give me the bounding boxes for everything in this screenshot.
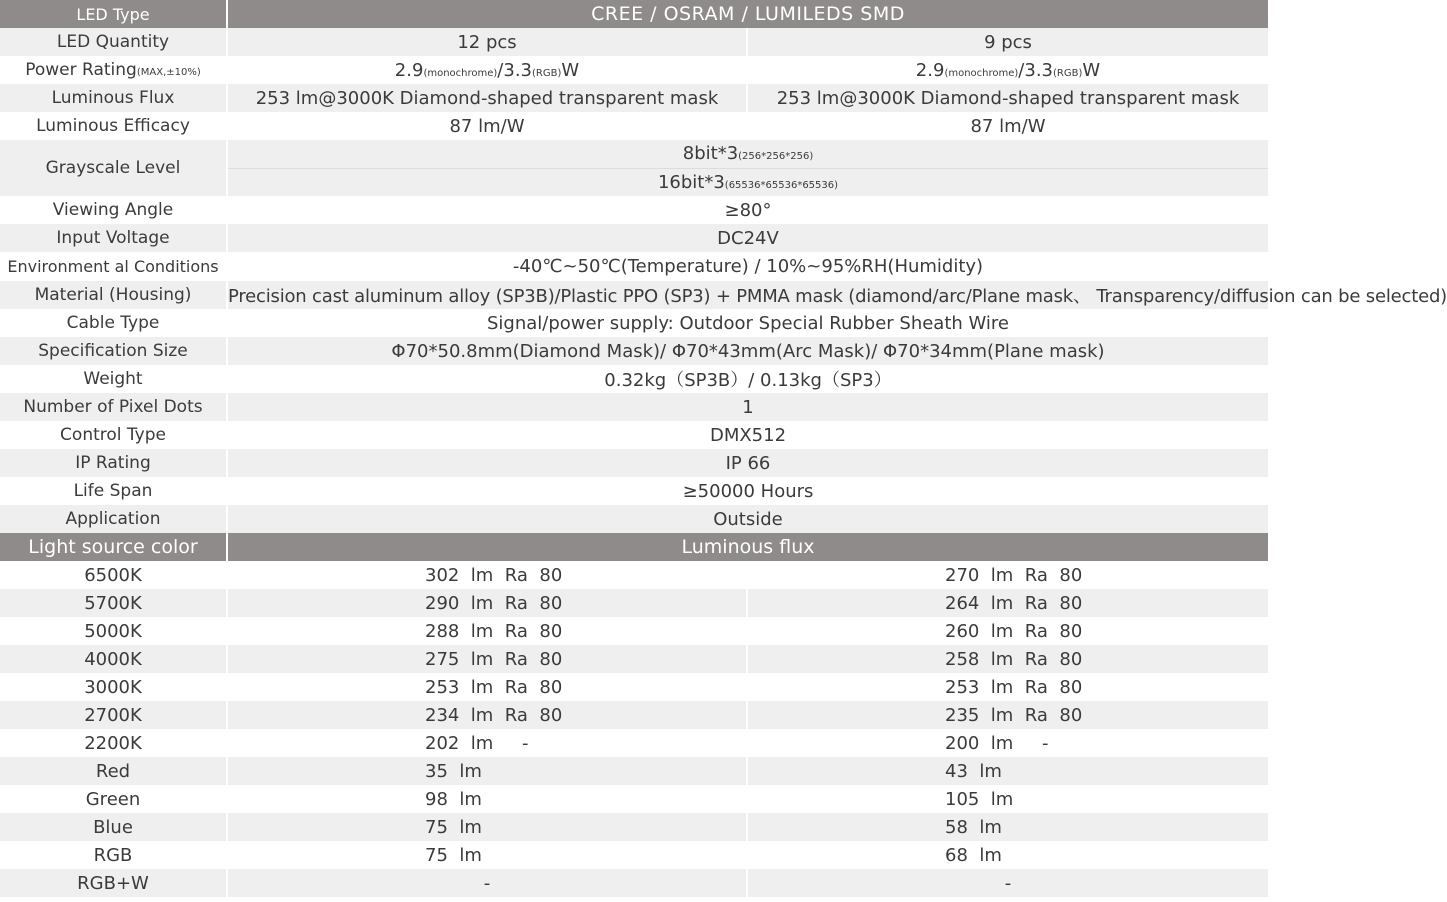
led-quantity-col1: 12 pcs bbox=[228, 28, 746, 56]
flux-row-col1: 234 lm Ra 80 bbox=[228, 701, 746, 729]
row-power-rating bbox=[0, 56, 1268, 84]
application-value: Outside bbox=[228, 505, 1268, 533]
led-quantity-label: LED Quantity bbox=[0, 28, 226, 56]
row-ip-rating bbox=[0, 449, 1268, 477]
flux-row bbox=[0, 869, 1268, 897]
led-type-value: CREE / OSRAM / LUMILEDS SMD bbox=[228, 0, 1268, 28]
row-luminous-efficacy bbox=[0, 112, 1268, 140]
flux-row-color: 4000K bbox=[0, 645, 226, 673]
flux-row-col2: 264 lm Ra 80 bbox=[748, 589, 1268, 617]
row-luminous-flux bbox=[0, 84, 1268, 112]
flux-row-col1: 302 lm Ra 80 bbox=[228, 561, 746, 589]
pixel-dots-label: Number of Pixel Dots bbox=[0, 393, 226, 421]
grayscale-16bit: 16bit*3(65536*65536*65536) bbox=[228, 168, 1268, 196]
row-material bbox=[0, 281, 1268, 309]
luminous-efficacy-col1: 87 lm/W bbox=[228, 112, 746, 140]
flux-row-color: 2700K bbox=[0, 701, 226, 729]
flux-row-color: 5700K bbox=[0, 589, 226, 617]
flux-row-col2: 270 lm Ra 80 bbox=[748, 561, 1268, 589]
control-type-label: Control Type bbox=[0, 421, 226, 449]
row-life-span bbox=[0, 477, 1268, 505]
flux-row-color: Blue bbox=[0, 813, 226, 841]
input-voltage-label: Input Voltage bbox=[0, 224, 226, 252]
luminous-flux-col1: 253 lm@3000K Diamond-shaped transparent mask bbox=[228, 84, 746, 112]
life-span-label: Life Span bbox=[0, 477, 226, 505]
flux-table bbox=[0, 561, 1268, 897]
flux-row-col1: 35 lm bbox=[228, 757, 746, 785]
flux-row-col2: 260 lm Ra 80 bbox=[748, 617, 1268, 645]
led-type-label: LED Type bbox=[0, 0, 226, 28]
flux-row-col1: 202 lm - bbox=[228, 729, 746, 757]
row-cable-type bbox=[0, 309, 1268, 337]
flux-row bbox=[0, 617, 1268, 645]
environment-label: Environment al Conditions bbox=[0, 252, 226, 281]
power-rating-col2: 2.9(monochrome)/3.3(RGB)W bbox=[748, 56, 1268, 84]
row-led-quantity bbox=[0, 28, 1268, 56]
row-grayscale-1 bbox=[0, 140, 1268, 168]
row-environment bbox=[0, 252, 1268, 281]
row-led-type bbox=[0, 0, 1268, 28]
flux-row-col2: 43 lm bbox=[748, 757, 1268, 785]
grayscale-8bit: 8bit*3(256*256*256) bbox=[228, 140, 1268, 168]
spec-size-label: Specification Size bbox=[0, 337, 226, 365]
luminous-flux-label: Luminous Flux bbox=[0, 84, 226, 112]
flux-row-col1: 75 lm bbox=[228, 841, 746, 869]
flux-row-col2: - bbox=[748, 869, 1268, 897]
environment-value: -40℃~50℃(Temperature) / 10%~95%RH(Humidity) bbox=[228, 252, 1268, 281]
luminous-flux-header: Luminous flux bbox=[228, 533, 1268, 561]
light-source-color-header: Light source color bbox=[0, 533, 226, 561]
flux-row bbox=[0, 813, 1268, 841]
ip-rating-value: IP 66 bbox=[228, 449, 1268, 477]
power-rating-label: Power Rating(MAX,±10%) bbox=[0, 56, 226, 84]
row-control-type bbox=[0, 421, 1268, 449]
row-application bbox=[0, 505, 1268, 533]
luminous-efficacy-col2: 87 lm/W bbox=[748, 112, 1268, 140]
flux-row bbox=[0, 729, 1268, 757]
row-input-voltage bbox=[0, 224, 1268, 252]
flux-row bbox=[0, 673, 1268, 701]
life-span-value: ≥50000 Hours bbox=[228, 477, 1268, 505]
weight-label: Weight bbox=[0, 365, 226, 393]
flux-row-col1: 75 lm bbox=[228, 813, 746, 841]
flux-row bbox=[0, 701, 1268, 729]
input-voltage-value: DC24V bbox=[228, 224, 1268, 252]
flux-row-color: Green bbox=[0, 785, 226, 813]
flux-row bbox=[0, 785, 1268, 813]
application-label: Application bbox=[0, 505, 226, 533]
weight-value: 0.32kg（SP3B）/ 0.13kg（SP3） bbox=[228, 365, 1268, 393]
flux-row-col2: 105 lm bbox=[748, 785, 1268, 813]
control-type-value: DMX512 bbox=[228, 421, 1268, 449]
flux-row bbox=[0, 589, 1268, 617]
row-pixel-dots bbox=[0, 393, 1268, 421]
flux-row bbox=[0, 841, 1268, 869]
flux-row bbox=[0, 645, 1268, 673]
spec-size-value: Φ70*50.8mm(Diamond Mask)/ Φ70*43mm(Arc Mask)/ Φ70*34mm(Plane mask) bbox=[228, 337, 1268, 365]
flux-row-col2: 200 lm - bbox=[748, 729, 1268, 757]
luminous-flux-col2: 253 lm@3000K Diamond-shaped transparent mask bbox=[748, 84, 1268, 112]
flux-row-col2: 58 lm bbox=[748, 813, 1268, 841]
material-value: Precision cast aluminum alloy (SP3B)/Plastic PPO (SP3) + PMMA mask (diamond/arc/Plane mask、 Transparency/diffusion can be selected) bbox=[228, 281, 1268, 309]
flux-row-col1: 253 lm Ra 80 bbox=[228, 673, 746, 701]
cable-type-label: Cable Type bbox=[0, 309, 226, 337]
viewing-angle-value: ≥80° bbox=[228, 196, 1268, 224]
flux-row-color: Red bbox=[0, 757, 226, 785]
flux-row-color: 6500K bbox=[0, 561, 226, 589]
flux-row-col1: 98 lm bbox=[228, 785, 746, 813]
led-quantity-col2: 9 pcs bbox=[748, 28, 1268, 56]
flux-row bbox=[0, 561, 1268, 589]
material-label: Material (Housing) bbox=[0, 281, 226, 309]
grayscale-label: Grayscale Level bbox=[0, 140, 226, 196]
luminous-efficacy-label: Luminous Efficacy bbox=[0, 112, 226, 140]
flux-row-col1: - bbox=[228, 869, 746, 897]
ip-rating-label: IP Rating bbox=[0, 449, 226, 477]
flux-row-col2: 253 lm Ra 80 bbox=[748, 673, 1268, 701]
power-rating-col1: 2.9(monochrome)/3.3(RGB)W bbox=[228, 56, 746, 84]
flux-row-col1: 275 lm Ra 80 bbox=[228, 645, 746, 673]
flux-row bbox=[0, 757, 1268, 785]
flux-row-color: 2200K bbox=[0, 729, 226, 757]
cable-type-value: Signal/power supply: Outdoor Special Rubber Sheath Wire bbox=[228, 309, 1268, 337]
flux-header-row bbox=[0, 533, 1268, 561]
flux-row-col1: 288 lm Ra 80 bbox=[228, 617, 746, 645]
viewing-angle-label: Viewing Angle bbox=[0, 196, 226, 224]
flux-row-color: 5000K bbox=[0, 617, 226, 645]
flux-row-col2: 68 lm bbox=[748, 841, 1268, 869]
pixel-dots-value: 1 bbox=[228, 393, 1268, 421]
flux-row-color: RGB bbox=[0, 841, 226, 869]
flux-row-col2: 235 lm Ra 80 bbox=[748, 701, 1268, 729]
flux-row-color: 3000K bbox=[0, 673, 226, 701]
flux-row-col1: 290 lm Ra 80 bbox=[228, 589, 746, 617]
flux-row-color: RGB+W bbox=[0, 869, 226, 897]
flux-row-col2: 258 lm Ra 80 bbox=[748, 645, 1268, 673]
row-weight bbox=[0, 365, 1268, 393]
row-viewing-angle bbox=[0, 196, 1268, 224]
row-spec-size bbox=[0, 337, 1268, 365]
